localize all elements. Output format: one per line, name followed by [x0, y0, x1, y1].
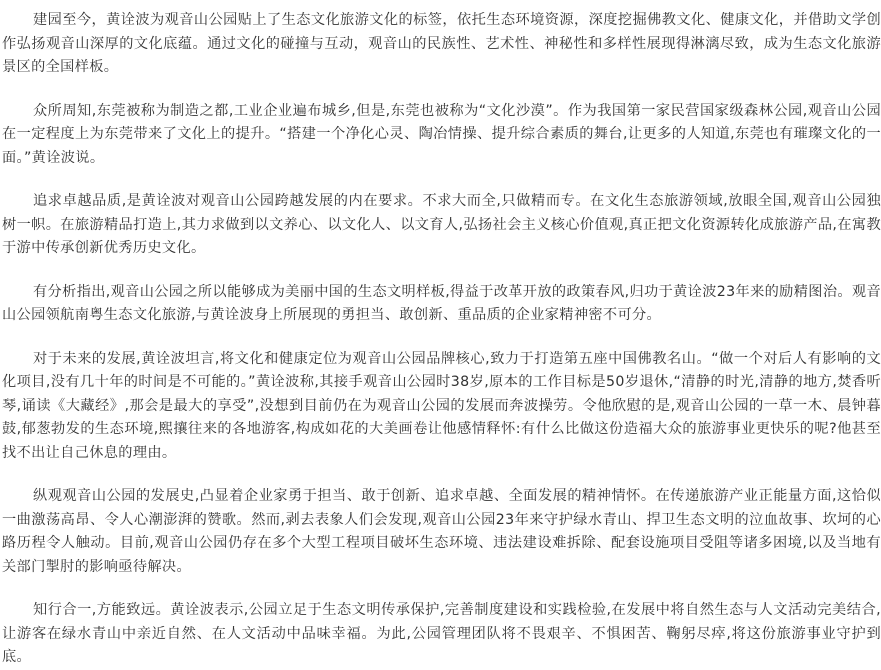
paragraph-6: 纵观观音山公园的发展史,凸显着企业家勇于担当、敢于创新、追求卓越、全面发展的精神情怀。在传递旅游产业正能量方面,这恰似一曲激荡高昂、令人心潮澎湃的赞歌。然而,剥去表象人们会发现,观音山公园23年来守护绿水青山、捍卫生态文明的泣血故事、坎坷的心路历程令人触动。目前,观音山公园仍存在多个大型工程项目破坏生态环境、违法建设难拆除、配套设施项目受阻等诸多困境,以及当地有关部门掣肘的影响亟待解决。	[2, 488, 881, 575]
paragraph-3: 追求卓越品质,是黄诠波对观音山公园跨越发展的内在要求。不求大而全,只做精而专。在文化生态旅游领域,放眼全国,观音山公园独树一帜。在旅游精品打造上,其力求做到以文养心、以文化人、以文育人,弘扬社会主义核心价值观,真正把文化资源转化成旅游产品,在寓教于游中传承创新优秀历史文化。	[2, 193, 881, 256]
paragraph-7: 知行合一,方能致远。黄诠波表示,公园立足于生态文明传承保护,完善制度建设和实践检验,在发展中将自然生态与人文活动完美结合,让游客在绿水青山中亲近自然、在人文活动中品味幸福。为此,公园管理团队将不畏艰辛、不惧困苦、鞠躬尽瘁,将这份旅游事业守护到底。	[2, 602, 881, 665]
paragraph-5: 对于未来的发展,黄诠波坦言,将文化和健康定位为观音山公园品牌核心,致力于打造第五座中国佛教名山。“做一个对后人有影响的文化项目,没有几十年的时间是不可能的。”黄诠波称,其接手观音山公园时38岁,原本的工作目标是50岁退休,“清静的时光,清静的地方,焚香听琴,诵读《大藏经》,那会是最大的享受”,没想到目前仍在为观音山公园的发展而奔波操劳。令他欣慰的是,观音山公园的一草一木、晨钟暮鼓,郁葱勃发的生态环境,熙攘往来的各地游客,构成如花的大美画卷让他感情释怀:有什么比做这份造福大众的旅游事业更快乐的呢?他甚至找不出让自己休息的理由。	[2, 350, 881, 461]
paragraph-4: 有分析指出,观音山公园之所以能够成为美丽中国的生态文明样板,得益于改革开放的政策春风,归功于黄诠波23年来的励精图治。观音山公园领航南粤生态文化旅游,与黄诠波身上所展现的勇担当、敢创新、重品质的企业家精神密不可分。	[2, 283, 881, 323]
paragraph-2: 众所周知,东莞被称为制造之都,工业企业遍布城乡,但是,东莞也被称为“文化沙漠”。作为我国第一家民营国家级森林公园,观音山公园在一定程度上为东莞带来了文化上的提升。“搭建一个净化心灵、陶冶情操、提升综合素质的舞台,让更多的人知道,东莞也有璀璨文化的一面。”黄诠波说。	[2, 102, 881, 166]
paragraph-1: 建园至今，黄诠波为观音山公园贴上了生态文化旅游文化的标签，依托生态环境资源，深度挖掘佛教文化、健康文化，并借助文学创作弘扬观音山深厚的文化底蕴。通过文化的碰撞与互动，观音山的民族性、艺术性、神秘性和多样性展现得淋漓尽致，成为生态文化旅游景区的全国样板。	[2, 12, 881, 75]
